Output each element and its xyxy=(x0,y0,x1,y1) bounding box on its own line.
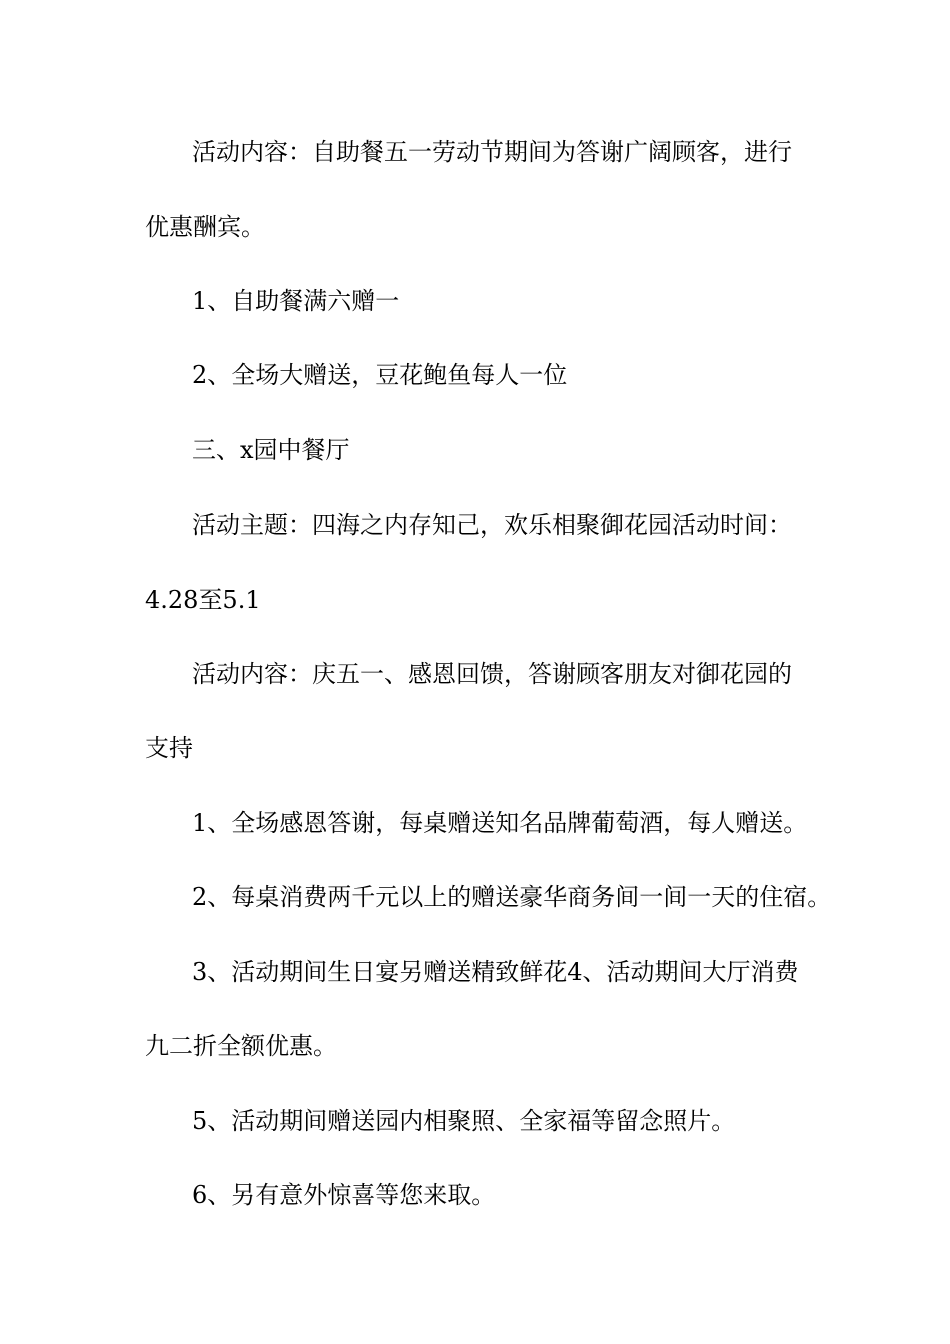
paragraph-line: 活动内容：庆五一、感恩回馈，答谢顾客朋友对御花园的 xyxy=(192,660,792,688)
paragraph-line: 九二折全额优惠。 xyxy=(145,1032,337,1060)
list-item: 3、活动期间生日宴另赠送精致鲜花4、活动期间大厅消费 xyxy=(192,958,799,986)
paragraph-line: 支持 xyxy=(145,734,193,762)
list-item: 1、全场感恩答谢，每桌赠送知名品牌葡萄酒，每人赠送。 xyxy=(192,809,808,837)
paragraph-line: 活动主题：四海之内存知己，欢乐相聚御花园活动时间： xyxy=(192,511,792,539)
list-item: 5、活动期间赠送园内相聚照、全家福等留念照片。 xyxy=(192,1107,736,1135)
list-item: 2、全场大赠送，豆花鲍鱼每人一位 xyxy=(192,361,568,389)
list-item: 2、每桌消费两千元以上的赠送豪华商务间一间一天的住宿。 xyxy=(192,883,832,911)
paragraph-line: 4.28至5.1 xyxy=(145,586,261,614)
section-heading: 三、x园中餐厅 xyxy=(192,436,350,464)
list-item: 1、自助餐满六赠一 xyxy=(192,287,400,315)
paragraph-line: 活动内容：自助餐五一劳动节期间为答谢广阔顾客，进行 xyxy=(192,138,792,166)
paragraph-line: 优惠酬宾。 xyxy=(145,213,265,241)
list-item: 6、另有意外惊喜等您来取。 xyxy=(192,1181,496,1209)
